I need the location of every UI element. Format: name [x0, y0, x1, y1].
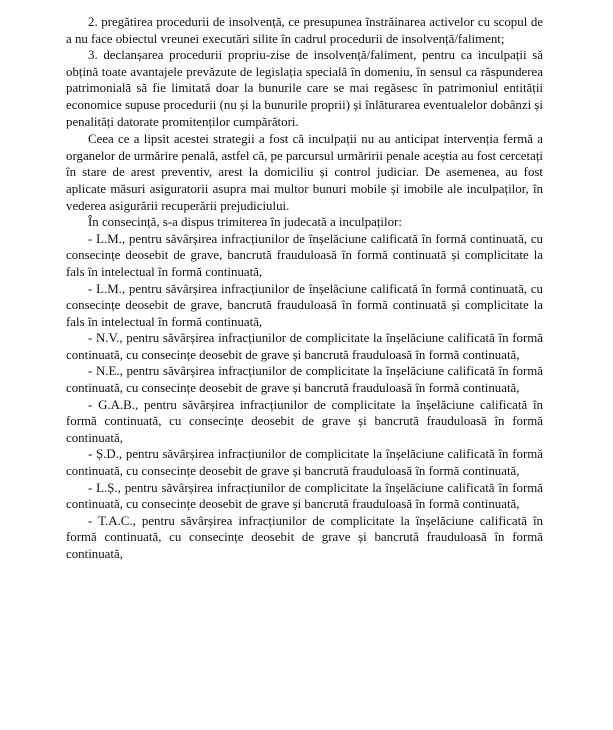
paragraph-strategy: Ceea ce a lipsit acestei strategii a fost că inculpații nu au anticipat intervenția fermă a organelor de urmărire penală, astfel că, pe parcursul urmăririi penale aceștia au fost cercetați în stare de arest preventiv, arest la domiciliu și control judiciar. De asemenea, au fost aplicate măsuri asiguratorii asupra mai multor bunuri mobile și imobile ale inculpaților, în vederea asigurării recuperării prejudiciului. — [66, 132, 543, 213]
defendant-item: - L.M., pentru săvârșirea infracțiunilor de înșelăciune calificată în formă continuată, cu consecințe deosebit de grave, bancrută frauduloasă în formă continuată și complicitate la fals în intelectual în formă continuată, — [66, 231, 543, 279]
defendant-item: - G.A.B., pentru săvârșirea infracțiunilor de complicitate la înșelăciune calificată în formă continuată, cu consecințe deosebit de grave și bancrută frauduloasă în formă continuată, — [66, 397, 543, 445]
defendant-item: - L.M., pentru săvârșirea infracțiunilor de înșelăciune calificată în formă continuată, cu consecințe deosebit de grave, bancrută frauduloasă în formă continuată și complicitate la fals în intelectual în formă continuată, — [66, 281, 543, 329]
paragraph-step-3: 3. declanșarea procedurii propriu-zise de insolvență/faliment, pentru ca inculpații să obțină toate avantajele prevăzute de legislația specială în domeniu, în sensul ca răspunderea patrimonială să fie limitată doar la bunurile care se mai regăsesc în patrimoniul entității economice supuse procedurii (nu și la bunurile proprii) și înlăturarea eventualelor dobânzi și penalități datorate promitenților cumpărători. — [66, 48, 543, 129]
defendant-item: - N.V., pentru săvârșirea infracțiunilor de complicitate la înșelăciune calificată în formă continuată, cu consecințe deosebit de grave și bancrută frauduloasă în formă continuată, — [66, 331, 543, 362]
defendant-item: - L.Ș., pentru săvârșirea infracțiunilor de complicitate la înșelăciune calificată în formă continuată, cu consecințe deosebit de grave și bancrută frauduloasă în formă continuată, — [66, 480, 543, 512]
defendant-item: - Ș.D., pentru săvârșirea infracțiunilor de complicitate la înșelăciune calificată în formă continuată, cu consecințe deosebit de grave și bancrută frauduloasă în formă continuată, — [66, 447, 543, 479]
defendant-item: - T.A.C., pentru săvârșirea infracțiunilor de complicitate la înșelăciune calificată în formă continuată, cu consecințe deosebit de grave și bancrută frauduloasă în formă continuată, — [66, 513, 543, 561]
paragraph-step-2: 2. pregătirea procedurii de insolvență, ce presupunea înstrăinarea activelor cu scopul de a nu face obiectul vreunei executări silite în cadrul procedurii de insolvență/faliment; — [66, 15, 543, 46]
paragraph-consequence: În consecință, s-a dispus trimiterea în judecată a inculpaților: — [88, 215, 402, 230]
defendant-item: - N.E., pentru săvârșirea infracțiunilor de complicitate la înșelăciune calificată în formă continuată, cu consecințe deosebit de grave și bancrută frauduloasă în formă continuată, — [66, 364, 543, 396]
